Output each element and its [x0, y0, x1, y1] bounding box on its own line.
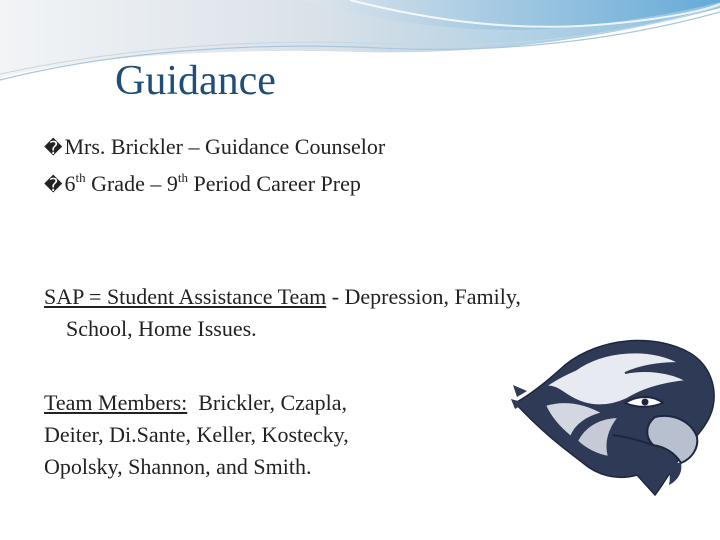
sap-topics-line2: School, Home Issues. [66, 316, 257, 341]
slide-title: Guidance [115, 58, 276, 104]
team-names-line3: Opolsky, Shannon, and Smith. [44, 454, 312, 479]
superscript: th [177, 170, 188, 185]
bullet-glyph: � [44, 175, 63, 196]
team-label: Team Members: [44, 390, 188, 415]
bullet-text-part: Grade – 9 [85, 171, 178, 196]
team-names-line1: Brickler, Czapla, [187, 390, 348, 415]
team-paragraph [44, 387, 464, 483]
bullet-counselor [44, 134, 385, 160]
bullet-glyph: � [44, 138, 63, 159]
team-names-line2: Deiter, Di.Sante, Keller, Kostecky, [44, 422, 349, 447]
superscript: th [75, 170, 86, 185]
eagle-head-mascot-icon [505, 325, 720, 515]
bullet-text-part: Period Career Prep [187, 171, 361, 196]
bullet-text: Mrs. Brickler – Guidance Counselor [64, 134, 386, 159]
bullet-text-part: 6 [64, 171, 76, 196]
bullet-career-prep [44, 171, 361, 197]
sap-topics: - Depression, Family, [326, 284, 521, 309]
sap-label: SAP = Student Assistance Team [44, 284, 327, 309]
top-wave-decoration [0, 0, 720, 90]
